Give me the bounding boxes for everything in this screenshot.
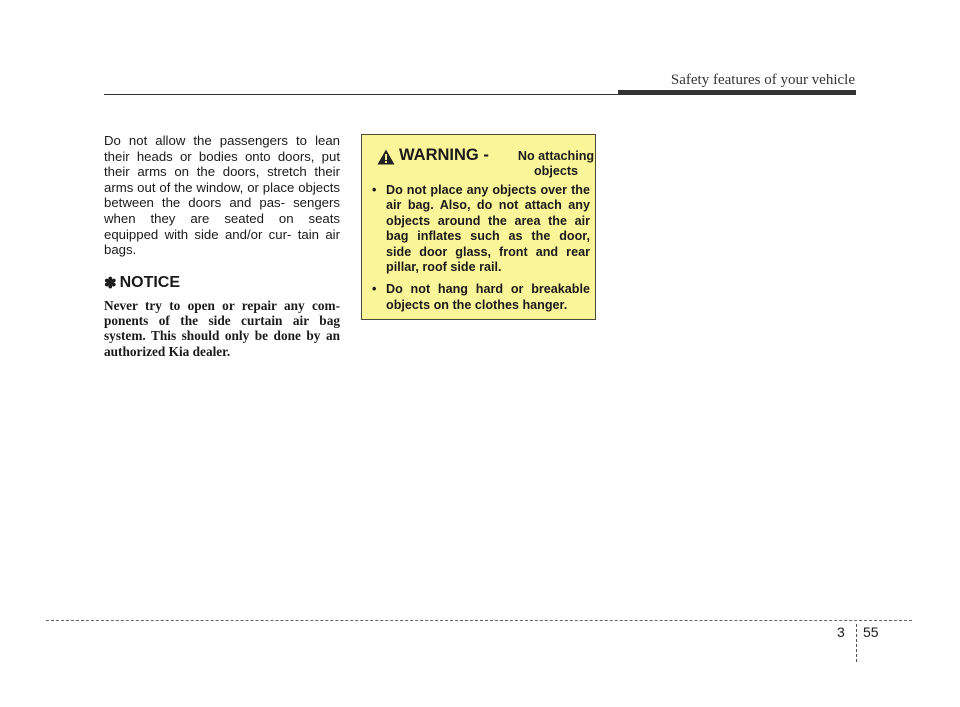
warning-topic — [511, 149, 601, 179]
warning-item — [372, 282, 590, 313]
section-title: Safety features of your vehicle — [670, 72, 855, 88]
warning-item-text: Do not hang hard or breakable objects on the clothes hanger. — [386, 282, 590, 312]
warning-triangle-icon — [377, 149, 395, 165]
bullet: • — [372, 282, 377, 297]
notice-label: NOTICE — [119, 274, 181, 291]
header-rule-accent — [618, 90, 856, 95]
page-number: 55 — [863, 624, 879, 640]
notice-star-icon: ✽ — [104, 275, 117, 292]
notice-text: Never try to open or repair any com- ponents of the side curtain air bag system. This should only be done by an authorized Kia dealer. — [104, 298, 340, 359]
body-paragraph: Do not allow the passengers to lean their heads or bodies onto doors, put their arms on the doors, stretch their arms out of the window, or place objects between the doors and pas- sengers when they are seated on seats equipped with side and/or cur- tain air bags. — [104, 133, 340, 258]
warning-list — [372, 183, 590, 320]
bullet: • — [372, 183, 377, 197]
warning-topic-line2: objects — [533, 164, 579, 178]
warning-label: WARNING - — [399, 146, 489, 164]
warning-item-text: Do not place any objects over the air bag. Also, do not attach any objects around the area the air bag inflates such as the door, side door glass, front and rear pillar, roof side rail. — [386, 183, 590, 275]
warning-box — [361, 134, 596, 320]
warning-topic-line1: No attaching — [517, 149, 595, 163]
chapter-number: 3 — [837, 624, 845, 640]
warning-item — [372, 183, 590, 275]
notice-heading — [104, 274, 180, 292]
footer-rule — [46, 620, 912, 621]
page-number-divider — [856, 624, 857, 662]
